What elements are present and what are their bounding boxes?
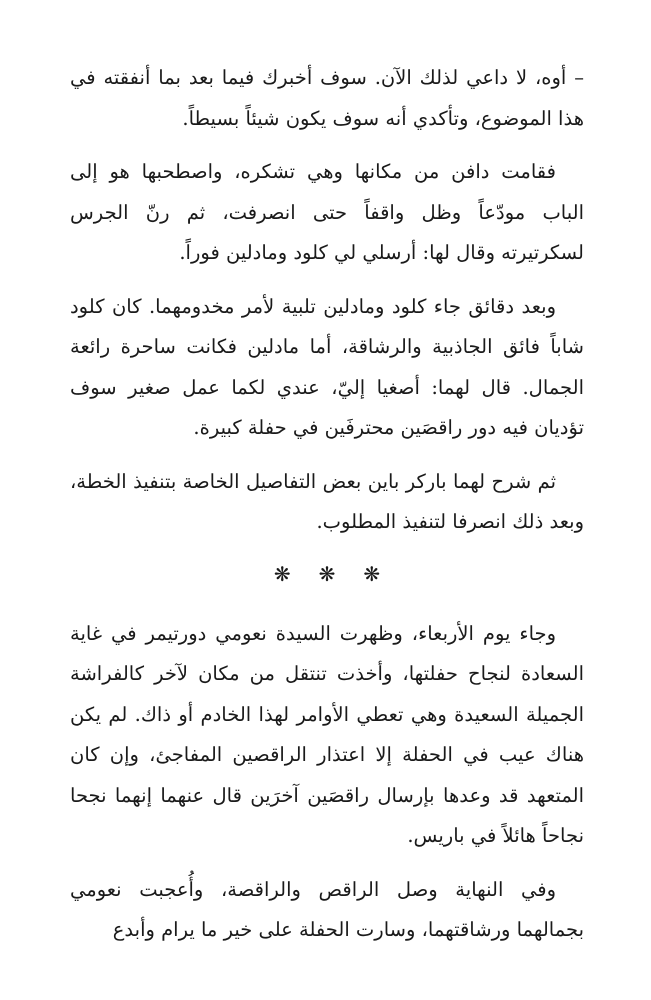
paragraph-dialogue: – أوه، لا داعي لذلك الآن. سوف أخبرك فيما بعد بما أنفقته في هذا الموضوع، وتأكدي أنه سوف يكون شيئاً بسيطاً.	[70, 66, 584, 130]
paragraph-claude-madeleine: وبعد دقائق جاء كلود ومادلين تلبية لأمر مخدومهما. كان كلود شاباً فائق الجاذبية والرشاقة، أما مادلين فكانت ساحرة رائعة الجمال. قال لهما: أصغيا إليّ، عندي لكما عمل صغير سوف تؤديان فيه دور راقصَين محترفَين في حفلة كبيرة.	[70, 294, 584, 439]
paragraph-daphne-leaves: فقامت دافن من مكانها وهي تشكره، واصطحبها هو إلى الباب مودّعاً وظل واقفاً حتى انصرفت، ثم رنّ الجرس لسكرتيرته وقال لها: أرسلي لي كلود ومادلين فوراً.	[70, 160, 584, 264]
separator-star-icon: ❋	[363, 561, 381, 586]
paragraph-plan-explained: ثم شرح لهما باركر باين بعض التفاصيل الخاصة بتنفيذ الخطة، وبعد ذلك انصرفا لتنفيذ المطلوب.	[70, 469, 584, 533]
separator-star-icon: ❋	[273, 561, 291, 586]
paragraph-dancers-arrive: وفي النهاية وصل الراقص والراقصة، وأُعجبت نعومي بجمالهما ورشاقتهما، وسارت الحفلة على خير ما يرام وأبدع	[70, 877, 584, 941]
book-page	[70, 58, 584, 964]
section-separator	[70, 556, 584, 592]
paragraph-wednesday-party: وجاء يوم الأربعاء، وظهرت السيدة نعومي دورتيمر في غاية السعادة لنجاح حفلتها، وأخذت تنتقل من مكان لآخر كالفراشة الجميلة السعيدة وهي تعطي الأوامر لهذا الخادم أو ذاك. لم يكن هناك عيب في الحفلة إلا اعتذار الراقصين المفاجئ، وإن كان المتعهد قد وعدها بإرسال راقصَين آخرَين قال عنهما إنهما نجحا نجاحاً هائلاً في باريس.	[70, 621, 584, 847]
separator-star-icon: ❋	[318, 561, 336, 586]
